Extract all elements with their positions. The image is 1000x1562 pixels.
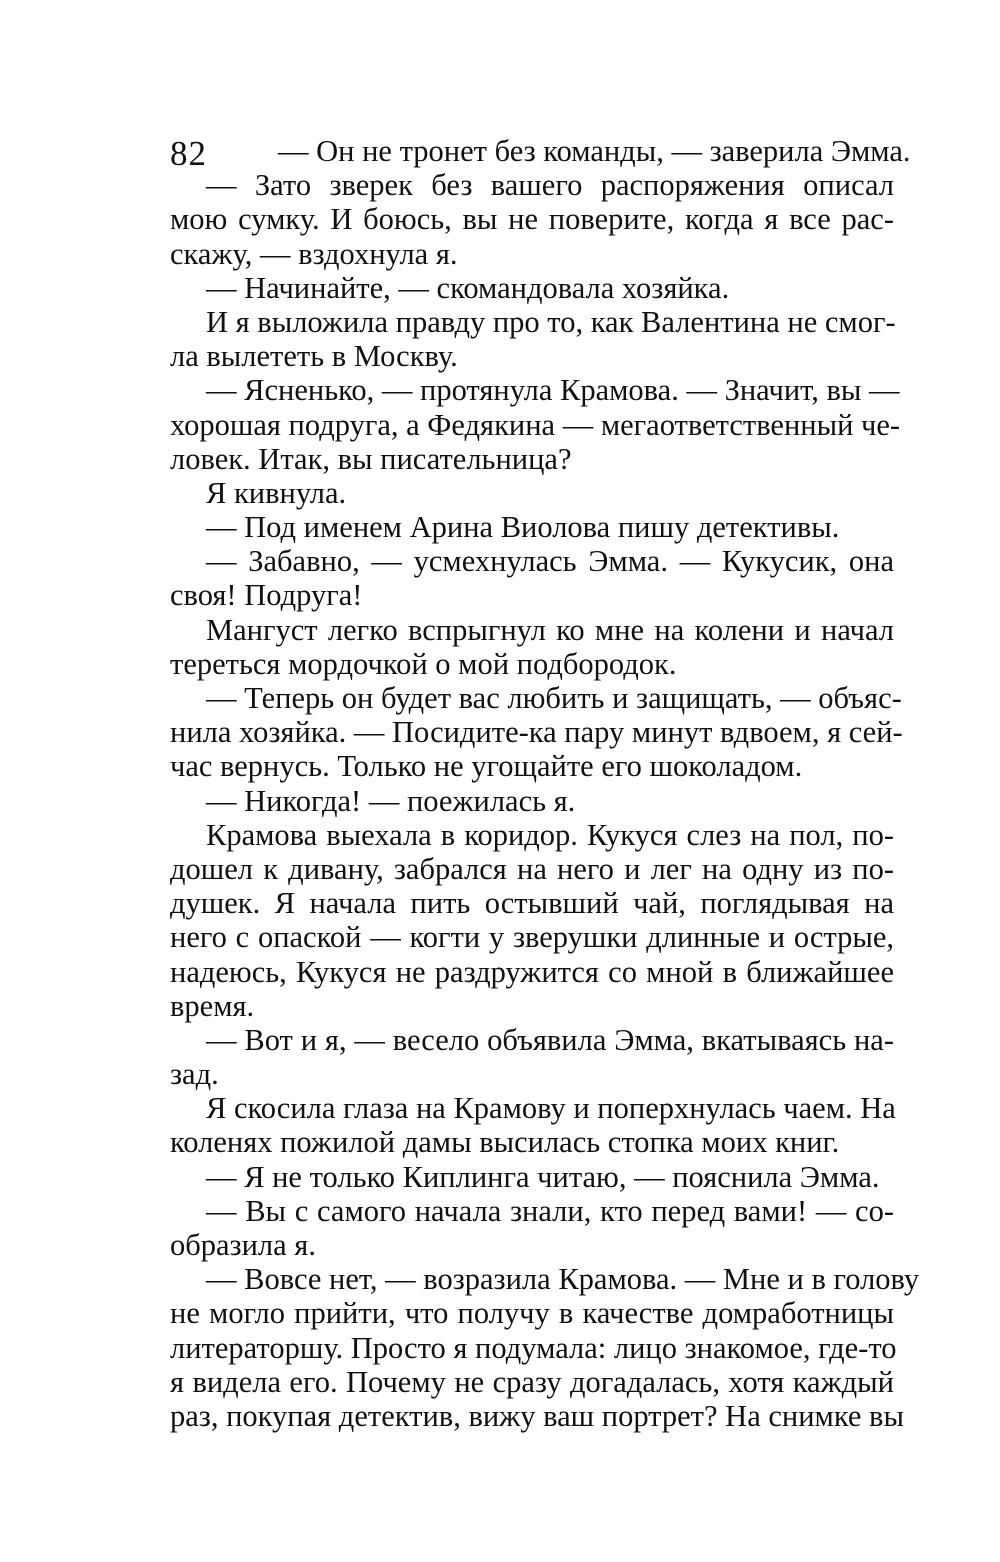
text-line: литераторшу. Просто я подумала: лицо знакомое, где-то (170, 1330, 897, 1365)
book-page (170, 134, 920, 1434)
text-line: — Зато зверек без вашего распоряжения описал (206, 168, 894, 203)
text-line: ловек. Итак, вы писательница? (170, 441, 572, 476)
text-line: я видела его. Почему не сразу догадалась, хотя каждый (170, 1364, 894, 1399)
text-line: не могло прийти, что получу в качестве домработницы (170, 1296, 894, 1331)
text-line: — Теперь он будет вас любить и защищать, — объяс- (206, 681, 902, 715)
text-line: Мангуст легко вспрыгнул ко мне на колени и начал (206, 612, 894, 647)
page-number: 82 (170, 134, 207, 173)
text-line: время. (170, 988, 255, 1023)
text-line: — Я не только Киплинга читаю, — пояснила Эмма. (206, 1159, 880, 1194)
text-line: тереться мордочкой о мой подбородок. (170, 646, 677, 681)
text-line: — Под именем Арина Виолова пишу детективы. (206, 510, 840, 545)
page-body-text (170, 134, 920, 1433)
text-line: Я скосила глаза на Крамову и поперхнулась чаем. На (206, 1091, 896, 1126)
text-line: надеюсь, Кукуся не раздружится со мной в ближайшее (170, 954, 894, 989)
text-line: своя! Подруга! (170, 578, 363, 613)
text-line: — Забавно, — усмехнулась Эмма. — Кукусик, она (206, 544, 894, 579)
text-line: зад. (170, 1057, 219, 1092)
text-line: хорошая подруга, а Федякина — мегаответственный че- (170, 407, 901, 442)
text-line: него с опаской — когти у зверушки длинные и острые, (170, 920, 894, 955)
text-line: — Ясненько, — протянула Крамова. — Значит, вы — (206, 373, 900, 408)
text-line: нила хозяйка. — Посидите-ка пару минут вдвоем, я сей- (170, 715, 903, 750)
text-line: мою сумку. И боюсь, вы не поверите, когда я все рас- (170, 202, 894, 237)
text-line: дошел к дивану, забрался на него и лег на одну из по- (170, 851, 894, 886)
text-line: Крамова выехала в коридор. Кукуся слез на пол, по- (206, 817, 894, 852)
text-line: — Вот и я, — весело объявила Эмма, вкатываясь на- (206, 1022, 894, 1057)
text-line: — Никогда! — поежилась я. (206, 783, 576, 818)
text-line: — Вовсе нет, — возразила Крамова. — Мне и в голову (206, 1262, 920, 1297)
text-line: образила я. (170, 1228, 316, 1262)
text-line: коленях пожилой дамы высилась стопка моих книг. (170, 1125, 840, 1160)
text-line: час вернусь. Только не угощайте его шоколадом. (170, 749, 803, 784)
text-line: — Вы с самого начала знали, кто перед вами! — со- (206, 1193, 894, 1228)
text-line: И я выложила правду про то, как Валентина не смог- (206, 304, 896, 339)
text-line: ла вылететь в Москву. (170, 339, 458, 374)
text-line: душек. Я начала пить остывший чай, поглядывая на (170, 886, 894, 921)
text-line: — Он не тронет без команды, — заверила Эмма. (278, 134, 911, 168)
text-line: — Начинайте, — скомандовала хозяйка. (206, 270, 730, 305)
text-line: раз, покупая детектив, вижу ваш портрет? На снимке вы (170, 1398, 904, 1433)
text-line: скажу, — вздохнула я. (170, 236, 458, 271)
text-line: Я кивнула. (206, 475, 347, 510)
